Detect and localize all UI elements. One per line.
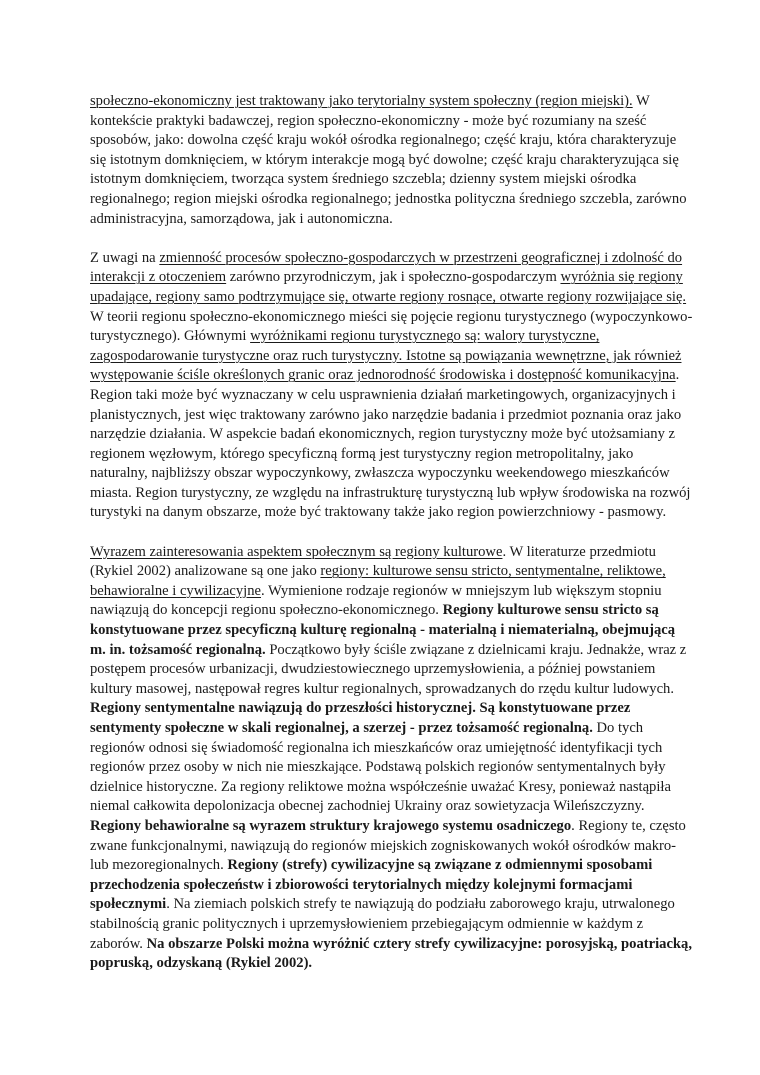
paragraph-region-types [90,249,694,308]
text-span: zarówno przyrodniczym, jak i społeczno-gospodarczym [226,269,561,286]
underlined-text: Wyrazem zainteresowania aspektem społecznym są regiony kulturowe [90,543,503,560]
bold-text: Regiony (strefy) cywilizacyjne są związane z odmiennymi sposobami przechodzenia społeczeństw i zbiorowości terytorialnych między kolejnymi formacjami społecznymi [90,857,653,913]
bold-text: Regiony behawioralne są wyrazem struktury krajowego systemu osadniczego [90,817,572,834]
underlined-text: zmienność procesów społeczno-gospodarczych w przestrzeni geograficznej i zdolność do interakcji z otoczeniem [90,249,683,286]
paragraph-gap [90,229,694,249]
text-span: . Wymienione rodzaje regionów w mniejszym lub większym stopniu nawiązują do koncepcji regionu społeczno-ekonomicznego. [90,582,662,619]
bold-text: Regiony sentymentalne nawiązują do przeszłości historycznej. Są konstytuowane przez sentymenty społeczne w skali regionalnej, a szerzej - przez tożsamość regionalną. [90,700,631,736]
underlined-text: wyróżnia się regiony upadające, regiony samo podtrzymujące się, otwarte regiony rosnące, otwarte regiony rozwijające się. [90,269,687,305]
text-span: Początkowo były ściśle związane z dzielnicami kraju. Jednakże, wraz z postępem procesów urbanizacji, dwudziestowiecznego uprzemysłowienia, a później powstaniem kultury masowej, następował regres kultur regionalnych, sprowadzanych do rzędu kultur ludowych. [90,641,687,697]
text-span: . W literaturze przedmiotu (Rykiel 2002) analizowane są one jako [90,543,656,580]
bold-text: Na obszarze Polski można wyróżnić cztery strefy cywilizacyjne: porosyjską, poatriacką, popruską, odzyskaną (Rykiel 2002). [90,935,692,972]
text-span: . Region taki może być wyznaczany w celu usprawnienia działań marketingowych, organizacyjnych i planistycznych, jest więc traktowany zarówno jako narzędzie badania i przedmiot poznania oraz jako narzędzie działania. W aspekcie badań ekonomicznych, region turystyczny może być utożsamiany z regionem węzłowym, którego specyficzną formą jest turystyczny region metropolitalny, jako naturalny, najbliższy obszar wypoczynkowy, zwłaszcza wypoczynku weekendowego mieszkańców miasta. Region turystyczny, ze względu na infrastrukturę turystyczną lub wpływ środowiska na rozwój turystyki na danym obszarze, może być traktowany także jako region powierzchniowy - pasmowy. [90,367,691,521]
paragraph-tourist-region [90,308,694,524]
paragraph-urban-region [90,92,694,229]
paragraph-cultural-regions [90,543,694,974]
bold-text: Regiony kulturowe sensu stricto są konstytuowane przez specyficzną kulturę regionalną - materialną i niematerialną, obejmującą m. in. tożsamość regionalną. [90,602,676,658]
text-span: . Regiony te, często zwane funkcjonalnymi, nawiązują do regionów miejskich zogniskowanych wokół ośrodków makro- lub mezoregionalnych. [90,817,686,874]
text-span: W kontekście praktyki badawczej, region społeczno-ekonomiczny - może być rozumiany na sześć sposobów, jako: dowolna część kraju wokół ośrodka regionalnego; część kraju, która charakteryzuje się istotnym domknięciem, w którym interakcje mogą być dowolne; część kraju charakteryzująca się istotnym domknięciem, tworząca system średniego szczebla; dzienny system miejski ośrodka regionalnego; region miejski ośrodka regionalnego; jednostka polityczna średniego szczebla, zarówno administracyjna, samorządowa, jak i autonomiczna. [90,93,687,227]
text-span: . Na ziemiach polskich strefy te nawiązują do podziału zaborowego kraju, utrwalonego stabilnością granic politycznych i uprzemysłowieniem przebiegającym odmiennie w każdym z zaborów. [90,896,675,952]
text-span: W teorii regionu społeczno-ekonomicznego mieści się pojęcie regionu turystycznego (wypoczynkowo-turystycznego). Głównymi [90,308,693,345]
underlined-text: wyróżnikami regionu turystycznego są: walory turystyczne, zagospodarowanie turystyczne oraz ruch turystyczny. Istotne są powiązania wewnętrzne, jak również występowanie ściśle określonych granic oraz jednorodność środowiska i dostępność komunikacyjna [90,328,682,384]
text-span: Z uwagi na [90,249,160,266]
underlined-text: regiony: kulturowe sensu stricto, sentymentalne, reliktowe, behawioralne i cywilizacyjne [90,563,666,599]
paragraph-gap [90,523,694,543]
underlined-text: społeczno-ekonomiczny jest traktowany jako terytorialny system społeczny (region miejski). [90,93,633,109]
text-span: Do tych regionów odnosi się świadomość regionalna ich mieszkańców oraz umiejętność identyfikacji tych regionów przez osoby w nich nie mieszkające. Podstawą polskich regionów sentymentalnych były dzielnice historyczne. Za regiony reliktowe można współcześnie uważać Kresy, ponieważ nastąpiła niemal całkowita depolonizacja obecnej zachodniej Ukrainy oraz sowietyzacja Wileńszczyzny. [90,720,671,815]
